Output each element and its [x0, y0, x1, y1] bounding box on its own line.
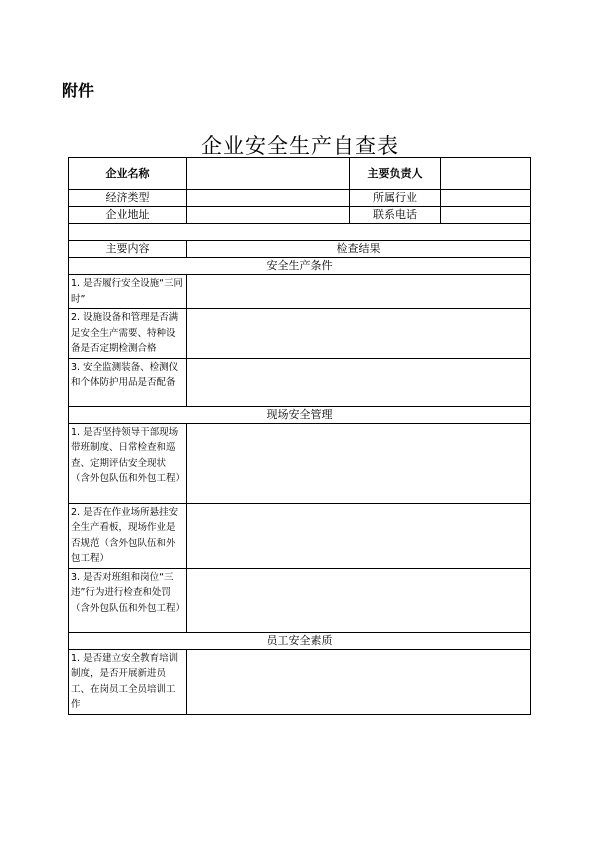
industry-field[interactable] [441, 190, 531, 207]
phone-label: 联系电话 [350, 207, 441, 224]
result-header: 检查结果 [187, 241, 531, 258]
phone-field[interactable] [441, 207, 531, 224]
principal-label: 主要负责人 [350, 158, 441, 190]
result-cell[interactable] [187, 275, 531, 309]
table-row [69, 358, 531, 406]
blank-row [69, 224, 531, 241]
content-header: 主要内容 [69, 241, 187, 258]
company-name-field[interactable] [187, 158, 350, 190]
check-item: 1. 是否建立安全教育培训制度，是否开展新进员工、在岗员工全员培训工作 [69, 649, 187, 714]
industry-label: 所属行业 [350, 190, 441, 207]
result-cell[interactable] [187, 503, 531, 568]
result-cell[interactable] [187, 423, 531, 503]
check-item: 1. 是否坚持领导干部现场带班制度、日常检查和巡查、定期评估安全现状（含外包队伍和外包工程） [69, 423, 187, 503]
company-name-row [69, 158, 531, 190]
section-title: 员工安全素质 [69, 632, 531, 649]
address-row [69, 207, 531, 224]
table-row [69, 423, 531, 503]
table-row [69, 275, 531, 309]
section-title: 安全生产条件 [69, 258, 531, 275]
result-cell[interactable] [187, 358, 531, 406]
economic-type-row [69, 190, 531, 207]
section-header-row [69, 632, 531, 649]
principal-field[interactable] [441, 158, 531, 190]
table-row [69, 649, 531, 714]
result-cell[interactable] [187, 568, 531, 632]
check-item: 3. 是否对班组和岗位“三违”行为进行检查和处罚（含外包队伍和外包工程） [69, 568, 187, 632]
result-cell[interactable] [187, 649, 531, 714]
blank-cell [69, 224, 531, 241]
attachment-label: 附件 [62, 81, 95, 100]
check-item: 2. 是否在作业场所悬挂安全生产看板，现场作业是否规范（含外包队伍和外包工程） [69, 503, 187, 568]
section-title: 现场安全管理 [69, 406, 531, 423]
check-item: 3. 安全监测装备、检测仪和个体防护用品是否配备 [69, 358, 187, 406]
check-item: 1. 是否履行安全设施“三同时” [69, 275, 187, 309]
address-field[interactable] [187, 207, 350, 224]
table-row [69, 309, 531, 359]
form-title: 企业安全生产自查表 [201, 134, 399, 158]
company-name-label: 企业名称 [69, 158, 187, 190]
result-cell[interactable] [187, 309, 531, 359]
address-label: 企业地址 [69, 207, 187, 224]
section-header-row [69, 406, 531, 423]
economic-type-field[interactable] [187, 190, 350, 207]
self-inspection-form [68, 157, 531, 715]
table-header-row [69, 241, 531, 258]
section-header-row [69, 258, 531, 275]
table-row [69, 503, 531, 568]
economic-type-label: 经济类型 [69, 190, 187, 207]
check-item: 2. 设施设备和管理是否满足安全生产需要、特种设备是否定期检测合格 [69, 309, 187, 359]
table-row [69, 568, 531, 632]
